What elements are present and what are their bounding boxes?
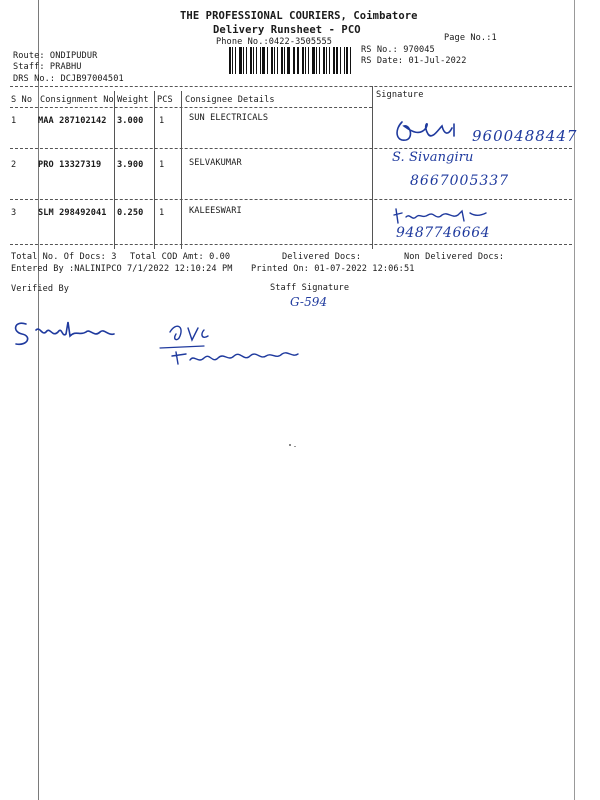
signature-row-3: [392, 205, 492, 227]
page-number: Page No.:1: [444, 33, 497, 43]
cell-weight: 0.250: [117, 208, 144, 218]
barcode-bar: [333, 47, 335, 74]
barcode-bar: [243, 47, 244, 74]
cell-weight: 3.900: [117, 160, 144, 170]
col-sep: [114, 91, 115, 249]
rs-number: RS No.: 970045: [361, 45, 435, 55]
barcode-bar: [287, 47, 290, 74]
entered-by: Entered By :NALINIPCO 7/1/2022 12:10:24 PM: [11, 264, 233, 274]
cell-consignment: SLM 298492041: [38, 208, 107, 218]
verifier-signature: [10, 316, 120, 350]
barcode-bar: [319, 47, 320, 74]
printed-on: Printed On: 01-07-2022 12:06:51: [251, 264, 415, 274]
barcode-bar: [340, 47, 341, 74]
right-margin-line: [574, 0, 575, 800]
barcode-bar: [326, 47, 327, 74]
barcode-bar: [256, 47, 257, 74]
total-docs: Total No. Of Docs: 3: [11, 252, 117, 262]
barcode-bar: [267, 47, 268, 74]
cell-pcs: 1: [159, 116, 165, 126]
cell-pcs: 1: [159, 160, 165, 170]
scan-speck: [294, 446, 296, 447]
barcode-bar: [350, 47, 351, 74]
cell-sno: 3: [11, 208, 17, 218]
total-cod: Total COD Amt: 0.00: [130, 252, 231, 262]
handwritten-phone-row-1: 9600488447: [472, 127, 578, 145]
barcode-bar: [271, 47, 273, 74]
cell-sno: 2: [11, 160, 17, 170]
barcode-bar: [312, 47, 315, 74]
barcode-bar: [294, 47, 295, 74]
barcode-bar: [262, 47, 265, 74]
barcode-bar: [239, 47, 242, 74]
barcode-bar: [274, 47, 275, 74]
barcode-bar: [284, 47, 285, 74]
cell-sno: 1: [11, 116, 17, 126]
barcode-bar: [302, 47, 304, 74]
barcode-bar: [250, 47, 252, 74]
route: Route: ONDIPUDUR: [13, 51, 98, 61]
handwritten-signature-row-2: S. Sivangiru: [392, 150, 474, 165]
drs-number: DRS No.: DCJB97004501: [13, 74, 124, 84]
barcode-bar: [316, 47, 317, 74]
barcode-bar: [323, 47, 325, 74]
staff-signature-label: Staff Signature: [270, 283, 350, 293]
barcode-bar: [281, 47, 283, 74]
barcode-bar: [329, 47, 330, 74]
cell-consignment: MAA 287102142: [38, 116, 107, 126]
barcode-bar: [235, 47, 236, 74]
barcode-bar: [232, 47, 233, 74]
cell-consignee: KALEESWARI: [189, 206, 242, 216]
row-rule: [10, 199, 572, 200]
cell-consignment: PRO 13327319: [38, 160, 102, 170]
table-top-rule: [10, 86, 572, 87]
table-bottom-rule: [10, 244, 572, 245]
barcode-bar: [346, 47, 348, 74]
staff-signature-note: G-594: [290, 295, 328, 309]
barcode: [229, 47, 354, 74]
cell-weight: 3.000: [117, 116, 144, 126]
document-title: Delivery Runsheet - PCO: [213, 24, 361, 36]
barcode-bar: [246, 47, 248, 74]
barcode-bar: [297, 47, 299, 74]
delivered-docs: Delivered Docs:: [282, 252, 362, 262]
rs-date: RS Date: 01-Jul-2022: [361, 56, 467, 66]
barcode-bar: [260, 47, 261, 74]
verified-by-label: Verified By: [11, 284, 70, 294]
company-name: THE PROFESSIONAL COURIERS, Coimbatore: [180, 10, 418, 22]
col-header-consignee: Consignee Details: [185, 95, 275, 105]
cell-consignee: SELVAKUMAR: [189, 158, 242, 168]
handwritten-phone-row-2: 8667005337: [410, 173, 510, 189]
barcode-bar: [253, 47, 254, 74]
col-header-sno: S No: [11, 95, 33, 105]
signature-row-1: [392, 110, 472, 152]
cell-consignee: SUN ELECTRICALS: [189, 113, 269, 123]
header-bottom-rule: [10, 107, 372, 108]
barcode-bar: [308, 47, 309, 74]
row-rule: [10, 148, 572, 149]
col-sep: [154, 91, 155, 249]
col-sep: [372, 86, 373, 249]
barcode-bar: [293, 47, 294, 74]
handwritten-phone-row-3: 9487746664: [396, 225, 491, 241]
barcode-bar: [277, 47, 278, 74]
scan-speck: [289, 444, 291, 446]
barcode-bar: [344, 47, 345, 74]
col-header-signature: Signature: [376, 90, 424, 100]
col-sep: [181, 91, 182, 249]
manager-signature: [158, 318, 308, 370]
col-header-pcs: PCS: [157, 95, 173, 105]
barcode-bar: [336, 47, 339, 74]
barcode-bar: [229, 47, 231, 74]
col-header-weight: Weight: [117, 95, 149, 105]
cell-pcs: 1: [159, 208, 165, 218]
col-header-consignment: Consignment No: [40, 95, 114, 105]
non-delivered-docs: Non Delivered Docs:: [404, 252, 505, 262]
barcode-bar: [305, 47, 306, 74]
phone-number: Phone No.:0422-3505555: [216, 37, 333, 47]
staff: Staff: PRABHU: [13, 62, 82, 72]
